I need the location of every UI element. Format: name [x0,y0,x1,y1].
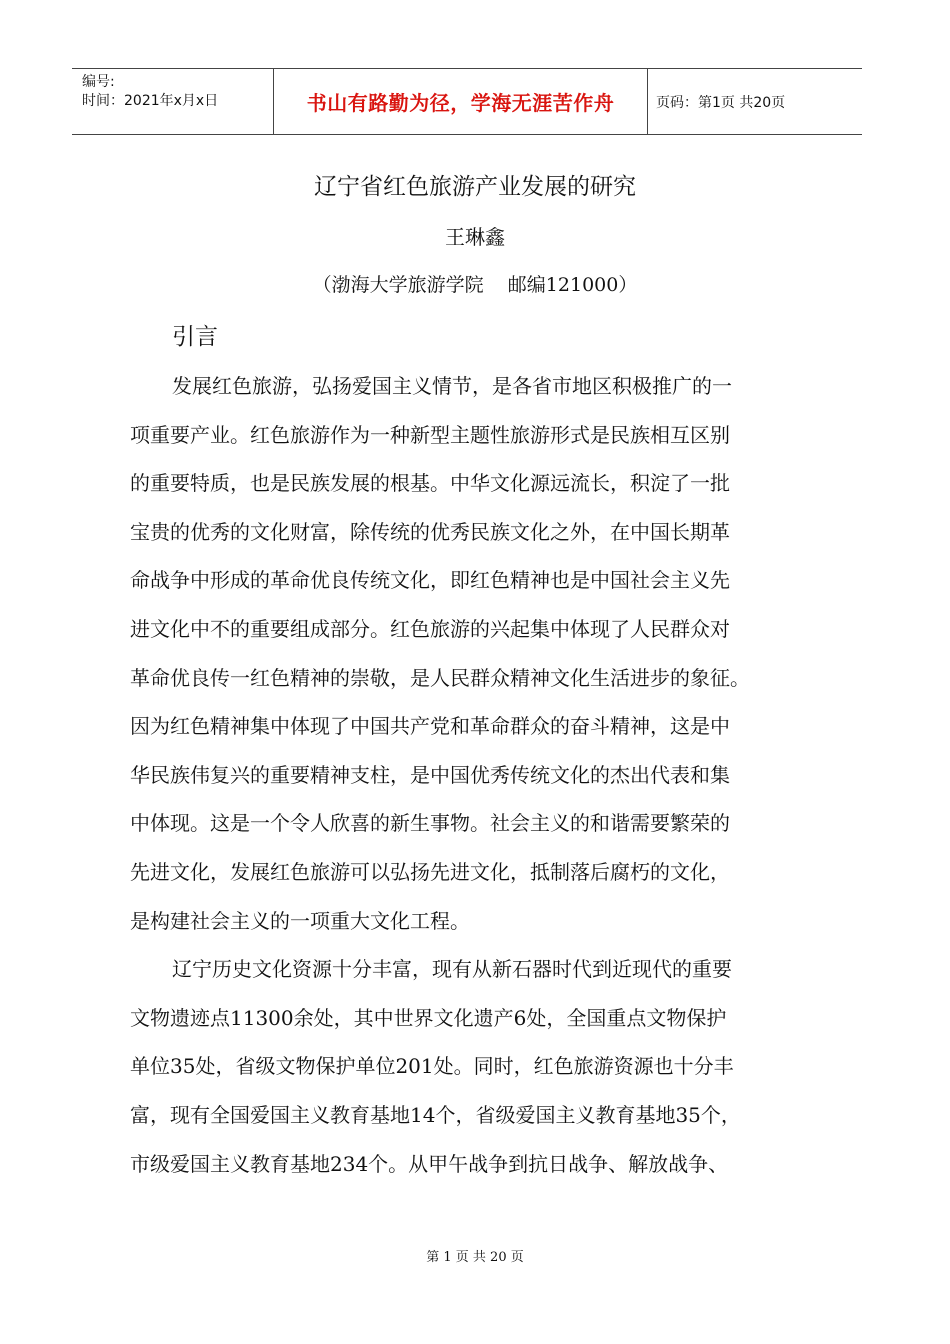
paragraph-line: 革命优良传一红色精神的崇敬，是人民群众精神文化生活进步的象征。 [130,665,750,690]
paragraph-line: 是构建社会主义的一项重大文化工程。 [130,908,470,933]
header-motto-cell [273,69,648,134]
header-page-label: 页码：第1页 共20页 [656,94,786,111]
header-meta [72,69,273,134]
paragraph-first-line: 发展红色旅游，弘扬爱国主义情节，是各省市地区积极推广的一 [172,374,732,398]
header-motto: 书山有路勤为径，学海无涯苦作舟 [306,91,615,115]
page-footer: 第 1 页 共 20 页 [426,1250,524,1265]
paragraph-line: 命战争中形成的革命优良传统文化，即红色精神也是中国社会主义先 [130,568,730,593]
document-title: 辽宁省红色旅游产业发展的研究 [314,174,636,200]
author-name: 王琳鑫 [445,225,505,249]
page-header [72,68,862,135]
paragraph-line: 华民族伟复兴的重要精神支柱，是中国优秀传统文化的杰出代表和集 [130,762,730,787]
paragraph-line: 单位35处，省级文物保护单位201处。同时，红色旅游资源也十分丰 [130,1054,734,1079]
paragraph-line: 文物遗迹点11300余处，其中世界文化遗产6处，全国重点文物保护 [130,1005,727,1030]
paragraph-line: 进文化中不的重要组成部分。红色旅游的兴起集中体现了人民群众对 [130,616,730,641]
paragraph-line: 的重要特质，也是民族发展的根基。中华文化源远流长，积淀了一批 [130,471,730,496]
header-page-cell [648,69,862,134]
paragraph-line: 富，现有全国爱国主义教育基地14个，省级爱国主义教育基地35个， [130,1102,741,1127]
paragraph-line: 项重要产业。红色旅游作为一种新型主题性旅游形式是民族相互区别 [130,422,730,447]
author-affiliation: （渤海大学旅游学院 邮编121000） [312,274,638,296]
paragraph-line: 宝贵的优秀的文化财富，除传统的优秀民族文化之外，在中国长期革 [130,519,730,544]
paragraph-line: 因为红色精神集中体现了中国共产党和革命群众的奋斗精神，这是中 [130,714,730,739]
document-number-label: 编号: [82,74,115,90]
paragraph-first-line: 辽宁历史文化资源十分丰富，现有从新石器时代到近现代的重要 [172,957,732,982]
body-text [130,362,820,1188]
document-time-label: 时间：2021年x月x日 [82,93,219,109]
paragraph-line: 市级爱国主义教育基地234个。从甲午战争到抗日战争、解放战争、 [130,1151,729,1176]
paragraph-line: 中体现。这是一个令人欣喜的新生事物。社会主义的和谐需要繁荣的 [130,811,730,836]
paragraph-line: 先进文化，发展红色旅游可以弘扬先进文化，抵制落后腐朽的文化， [130,859,730,884]
section-heading: 引言 [172,324,218,350]
